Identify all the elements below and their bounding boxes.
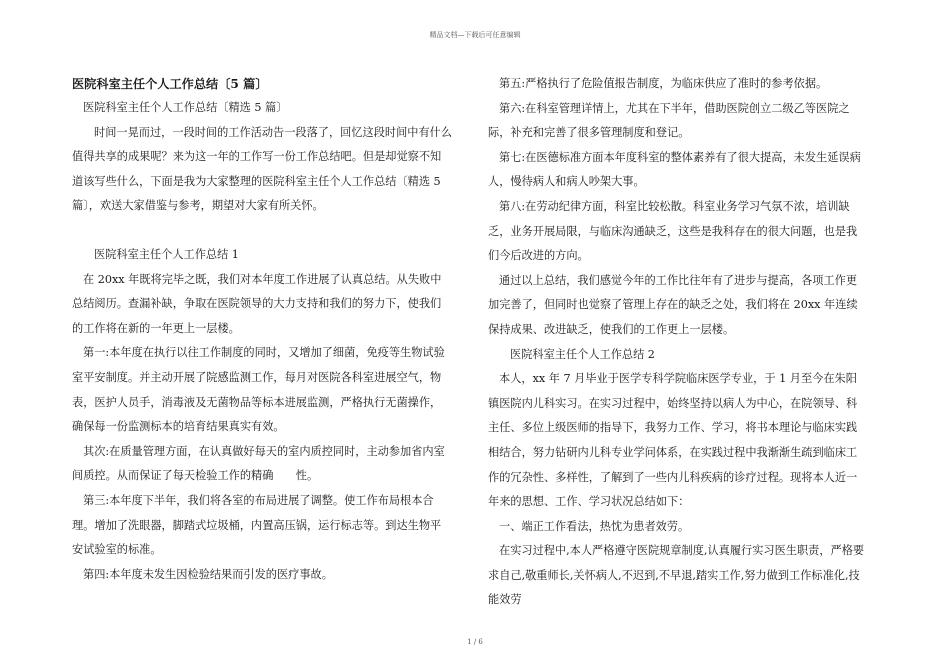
paragraph: 通过以上总结，我们感觉今年的工作比往年有了进步与提高，各项工作更加完善了，但同时也觉察了管理上存在的缺乏之处，我们将在 20xx 年连续保持成果、改进缺乏，使我们的工作更上一层楼。 <box>488 273 858 336</box>
paragraph: 本人，xx 年 7 月毕业于医学专科学院临床医学专业，于 1 月至今在朱阳镇医院内儿科实习。在实习过程中，始终坚持以病人为中心，在院领导、科主任、多位上级医师的指导下，我努力工作、学习，将书本理论与临床实践相结合，努力钻研内儿科专业学问体系，在实践过程中我渐渐生疏到临床工作的冗杂性、多样性，了解到了一些内儿科疾病的诊疗过程。现将本人近一年来的思想、工作、学习状况总结如下： <box>488 372 858 509</box>
left-column <box>72 72 452 587</box>
paragraph: 其次:在质量管理方面，在认真做好每天的室内质控同时，主动参加省内室间质控。从而保证了每天检验工作的精确 性。 <box>72 444 445 483</box>
section-2-title: 医院科室主任个人工作总结 2 <box>510 347 655 361</box>
paragraph: 第七:在医德标准方面本年度科室的整体素养有了很大提高，未发生延误病人，慢待病人和病人吵架大事。 <box>488 150 861 189</box>
paragraph: 第六:在科室管理详情上，尤其在下半年，借助医院创立二级乙等医院之际，补充和完善了很多管理制度和登记。 <box>488 101 850 140</box>
paragraph: 第三:本年度下半年，我们将各室的布局进展了调整。使工作布局根本合理。增加了洗眼器，脚踏式垃圾桶，内置高压锅，运行标志等。到达生物平安试验室的标准。 <box>72 493 442 557</box>
page-header: 精品文档—下载后可任意编辑 <box>429 31 521 39</box>
document-title: 医院科室主任个人工作总结〔5 篇〕 <box>72 77 268 91</box>
section-1-title: 医院科室主任个人工作总结 1 <box>94 247 239 261</box>
paragraph: 第八:在劳动纪律方面，科室比较松散。科室业务学习气氛不浓，培训缺乏，业务开展局限，与临床沟通缺乏，这些是我科存在的很大问题，也是我们今后改进的方向。 <box>488 199 858 263</box>
right-column <box>488 72 868 613</box>
paragraph: 第一:本年度在执行以往工作制度的同时，又增加了细菌，免疫等生物试验室平安制度。并主动开展了院感监测工作，每月对医院各科室进展空气，物表，医护人员手，消毒液及无菌物品等标本进展监测，严格执行无菌操作，确保每一份监测标本的培育结果真实有效。 <box>72 346 445 434</box>
page-number: 1 / 6 <box>467 638 483 646</box>
paragraph: 第四:本年度未发生因检验结果而引发的医疗事故。 <box>83 567 333 581</box>
paragraph: 在 20xx 年既将完毕之既，我们对本年度工作进展了认真总结。从失败中总结阅历。查漏补缺，争取在医院领导的大力支持和我们的努力下，使我们的工作将在新的一年更上一层楼。 <box>72 272 442 335</box>
paragraph: 在实习过程中,本人严格遵守医院规章制度,认真履行实习医生职责，严格要求自己,敬重师长,关怀病人,不迟到,不早退,踏实工作,努力做到工作标准化,技能效劳 <box>488 544 865 607</box>
paragraph: 一、端正工作看法，热忱为患者效劳。 <box>499 519 690 533</box>
intro-paragraph: 时间一晃而过，一段时间的工作活动告一段落了，回忆这段时间中有什么值得共享的成果呢？来为这一年的工作写一份工作总结吧。但是却觉察不知道该写些什么，下面是我为大家整理的医院科室主任个人工作总结〔精选 5 篇〕，欢送大家借鉴与参考，期望对大家有所关怀。 <box>72 125 453 213</box>
document-subtitle: 医院科室主任个人工作总结〔精选 5 篇〕 <box>83 101 288 114</box>
spacer <box>72 219 452 243</box>
paragraph: 第五:严格执行了危险值报告制度，为临床供应了准时的参考依据。 <box>499 77 828 90</box>
